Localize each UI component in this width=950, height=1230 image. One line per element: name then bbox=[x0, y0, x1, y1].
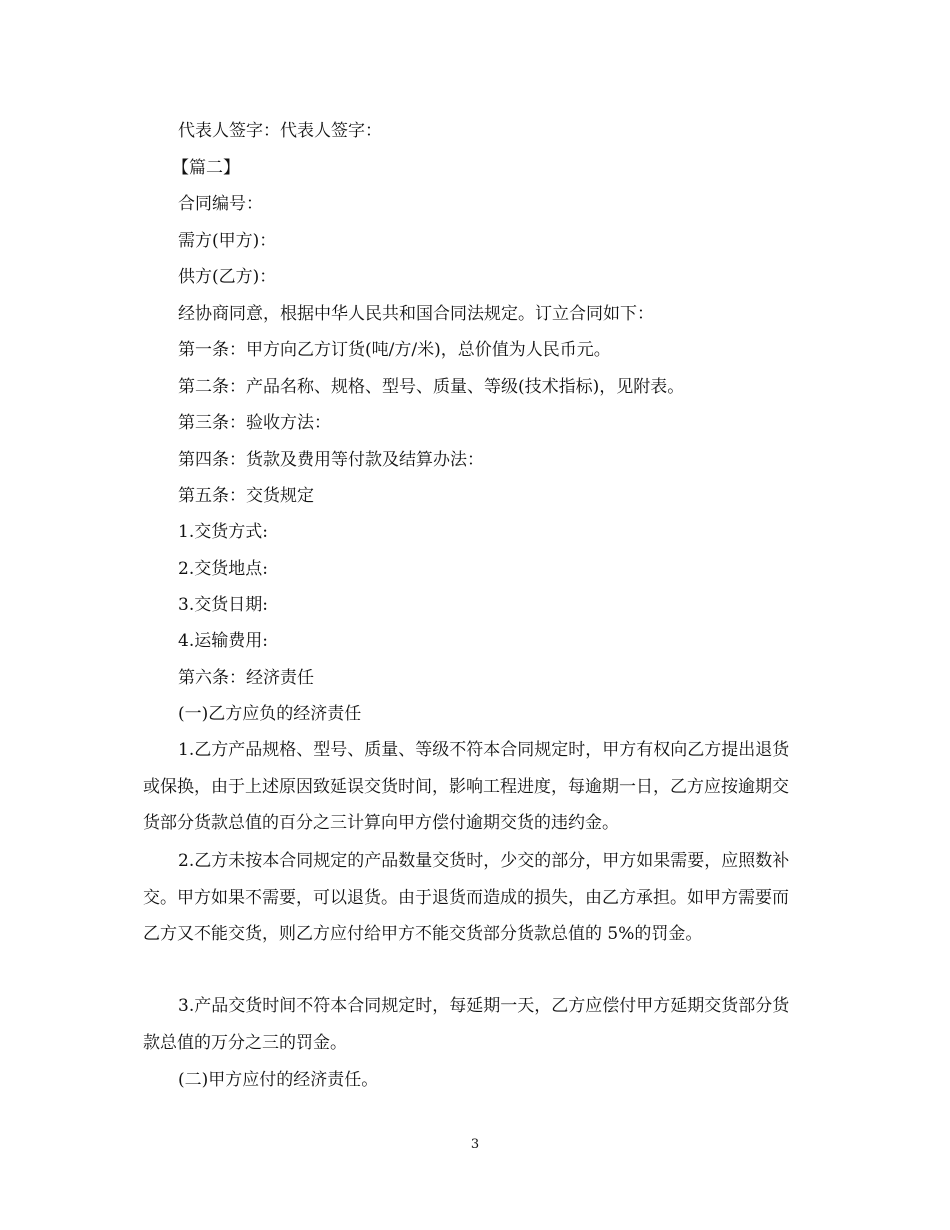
article-6: 第六条：经济责任 bbox=[178, 668, 314, 688]
supplier-liability-heading: (一)乙方应负的经济责任 bbox=[178, 704, 362, 724]
delivery-method: 1.交货方式: bbox=[178, 522, 268, 542]
preamble-text: 经协商同意，根据中华人民共和国合同法规定。订立合同如下： bbox=[178, 304, 654, 324]
buyer-label: 需方(甲方)： bbox=[178, 231, 277, 251]
paragraph-liability-2: 2.乙方未按本合同规定的产品数量交货时，少交的部分，甲方如果需要，应照数补交。甲方如果不需要，可以退货。由于退货而造成的损失，由乙方承担。如甲方需要而乙方又不能交货，则乙方应付给甲方不能交货部分货款总值的 5%的罚金。 bbox=[143, 851, 790, 944]
section-heading: 【篇二】 bbox=[172, 158, 240, 178]
article-4: 第四条：货款及费用等付款及结算办法： bbox=[178, 450, 484, 470]
page-number: 3 bbox=[470, 1137, 480, 1152]
article-3: 第三条：验收方法： bbox=[178, 413, 331, 433]
supplier-label: 供方(乙方)： bbox=[178, 267, 277, 287]
paragraph-liability-3: 3.产品交货时间不符本合同规定时，每延期一天，乙方应偿付甲方延期交货部分货款总值的万分之三的罚金。 bbox=[143, 996, 790, 1053]
article-1: 第一条：甲方向乙方订货(吨/方/米)，总价值为人民币元。 bbox=[178, 340, 611, 360]
signature-line: 代表人签字：代表人签字： bbox=[178, 121, 382, 141]
paragraph-liability-1: 1.乙方产品规格、型号、质量、等级不符本合同规定时，甲方有权向乙方提出退货或保换，由于上述原因致延误交货时间，影响工程进度，每逾期一日，乙方应按逾期交货部分货款总值的百分之三计算向甲方偿付逾期交货的违约金。 bbox=[143, 740, 790, 833]
delivery-date: 3.交货日期: bbox=[178, 595, 268, 615]
delivery-location: 2.交货地点: bbox=[178, 559, 268, 579]
transport-cost: 4.运输费用: bbox=[178, 631, 268, 651]
buyer-liability-heading: (二)甲方应付的经济责任。 bbox=[178, 1070, 379, 1090]
article-5: 第五条：交货规定 bbox=[178, 486, 314, 506]
article-2: 第二条：产品名称、规格、型号、质量、等级(技术指标)，见附表。 bbox=[178, 377, 685, 397]
contract-number-label: 合同编号： bbox=[178, 194, 263, 214]
